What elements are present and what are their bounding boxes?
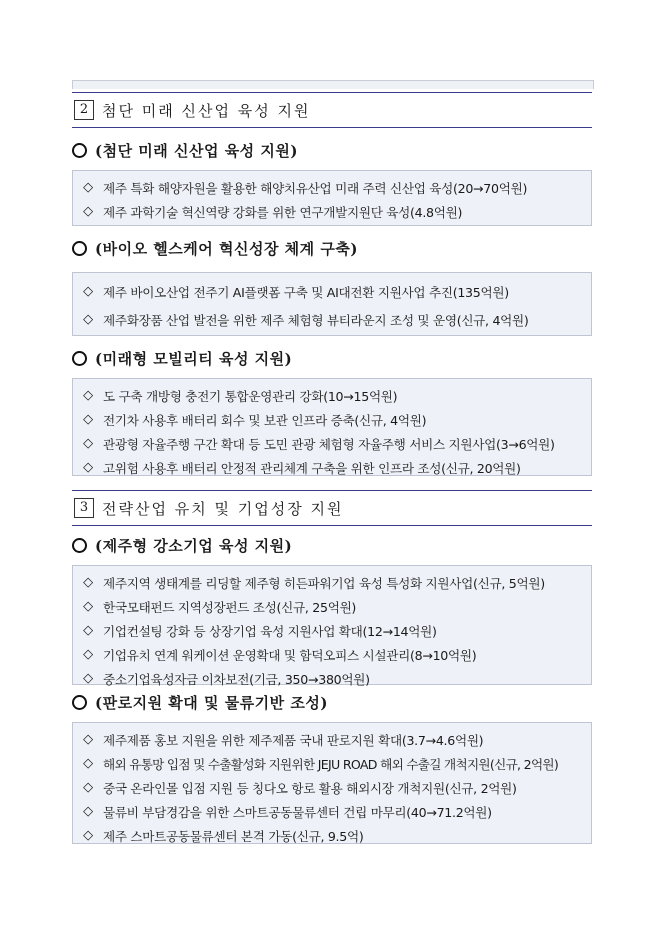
- diamond-bullet-icon: ◇: [83, 598, 93, 614]
- group-title: (바이오 헬스케어 혁신성장 체계 구축): [95, 240, 358, 258]
- list-item: ◇ 한국모태펀드 지역성장펀드 조성(신규, 25억원): [81, 594, 591, 618]
- group-title: (첨단 미래 신산업 육성 지원): [95, 142, 298, 160]
- circle-bullet-icon: [72, 143, 87, 158]
- list-item: ◇ 중국 온라인몰 입점 지원 등 칭다오 항로 활용 해외시장 개척지원(신규, 2억원): [81, 775, 591, 799]
- group-title: (제주형 강소기업 육성 지원): [95, 537, 293, 555]
- section-title: 전략산업 유치 및 기업성장 지원: [102, 499, 344, 518]
- item-box: [72, 565, 592, 685]
- section-title: 첨단 미래 신산업 육성 지원: [102, 101, 311, 120]
- list-item: ◇ 기업유치 연계 워케이션 운영확대 및 함덕오피스 시설관리(8→10억원): [81, 642, 591, 666]
- list-item: ◇ 기업컨설팅 강화 등 상장기업 육성 지원사업 확대(12→14억원): [81, 618, 591, 642]
- diamond-bullet-icon: ◇: [83, 779, 93, 795]
- diamond-bullet-icon: ◇: [83, 574, 93, 590]
- diamond-bullet-icon: ◇: [83, 803, 93, 819]
- section-header: [72, 490, 592, 526]
- list-item: ◇ 중소기업육성자금 이차보전(기금, 350→380억원): [81, 666, 591, 690]
- diamond-bullet-icon: ◇: [83, 670, 93, 686]
- diamond-bullet-icon: ◇: [83, 646, 93, 662]
- circle-bullet-icon: [72, 538, 87, 553]
- section-number: 3: [74, 498, 94, 518]
- diamond-bullet-icon: ◇: [83, 203, 93, 219]
- item-box: [72, 378, 592, 476]
- diamond-bullet-icon: ◇: [83, 283, 93, 299]
- circle-bullet-icon: [72, 695, 87, 710]
- list-item: ◇ 제주 특화 해양자원을 활용한 해양치유산업 미래 주력 신산업 육성(20→70억원): [81, 175, 591, 199]
- diamond-bullet-icon: ◇: [83, 755, 93, 771]
- item-box: [72, 170, 592, 226]
- list-item: ◇ 해외 유통망 입점 및 수출활성화 지원위한 JEJU ROAD 해외 수출길 개척지원(신규, 2억원): [81, 751, 591, 775]
- group-title: (미래형 모빌리티 육성 지원): [95, 350, 293, 368]
- list-item: ◇ 제주제품 홍보 지원을 위한 제주제품 국내 판로지원 확대(3.7→4.6억원): [81, 727, 591, 751]
- diamond-bullet-icon: ◇: [83, 827, 93, 843]
- group-heading: [72, 348, 292, 369]
- diamond-bullet-icon: ◇: [83, 459, 93, 475]
- circle-bullet-icon: [72, 351, 87, 366]
- list-item: ◇ 제주 스마트공동물류센터 본격 가동(신규, 9.5억): [81, 823, 591, 847]
- diamond-bullet-icon: ◇: [83, 622, 93, 638]
- section-number: 2: [74, 100, 94, 120]
- item-box: [72, 722, 592, 844]
- list-item: ◇ 제주 바이오산업 전주기 AI플랫폼 구축 및 AI대전환 지원사업 추진(135억원): [81, 277, 591, 305]
- list-item: ◇ 고위험 사용후 배터리 안정적 관리체계 구축을 위한 인프라 조성(신규, 20억원): [81, 455, 591, 479]
- list-item: ◇ 관광형 자율주행 구간 확대 등 도민 관광 체험형 자율주행 서비스 지원사업(3→6억원): [81, 431, 591, 455]
- list-item: ◇ 제주지역 생태계를 리딩할 제주형 히든파워기업 육성 특성화 지원사업(신규, 5억원): [81, 570, 591, 594]
- list-item: ◇ 제주화장품 산업 발전을 위한 제주 체험형 뷰티라운지 조성 및 운영(신규, 4억원): [81, 305, 591, 333]
- group-heading: [72, 535, 292, 556]
- item-box: [72, 272, 592, 336]
- top-divider-strip: [72, 80, 594, 89]
- section-header: [72, 92, 592, 128]
- circle-bullet-icon: [72, 241, 87, 256]
- list-item: ◇ 전기차 사용후 배터리 회수 및 보관 인프라 증축(신규, 4억원): [81, 407, 591, 431]
- diamond-bullet-icon: ◇: [83, 311, 93, 327]
- diamond-bullet-icon: ◇: [83, 387, 93, 403]
- diamond-bullet-icon: ◇: [83, 179, 93, 195]
- group-heading: [72, 238, 358, 259]
- group-heading: [72, 692, 328, 713]
- list-item: ◇ 제주 과학기술 혁신역량 강화를 위한 연구개발지원단 육성(4.8억원): [81, 199, 591, 223]
- diamond-bullet-icon: ◇: [83, 411, 93, 427]
- diamond-bullet-icon: ◇: [83, 731, 93, 747]
- list-item: ◇ 도 구축 개방형 충전기 통합운영관리 강화(10→15억원): [81, 383, 591, 407]
- list-item: ◇ 물류비 부담경감을 위한 스마트공동물류센터 건립 마무리(40→71.2억원): [81, 799, 591, 823]
- diamond-bullet-icon: ◇: [83, 435, 93, 451]
- group-title: (판로지원 확대 및 물류기반 조성): [95, 694, 328, 712]
- group-heading: [72, 140, 298, 161]
